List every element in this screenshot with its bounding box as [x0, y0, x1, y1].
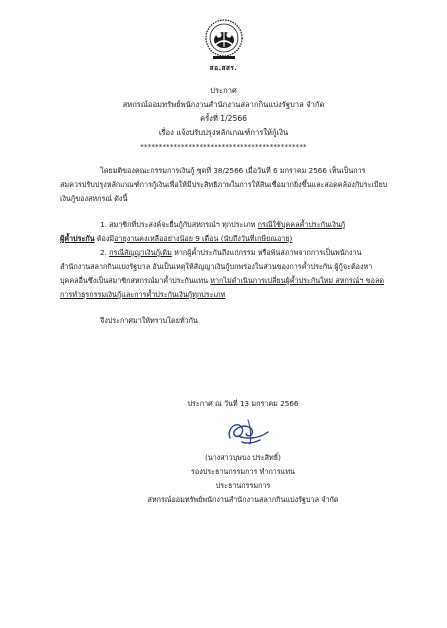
item-2-original-contract: กรณีสัญญาเงินกู้เดิม — [109, 248, 172, 257]
item-1-cont — [60, 232, 391, 246]
announcement-date: ประกาศ ณ วันที่ 13 มกราคม 2566 — [187, 399, 299, 408]
announcement-number: ครั้งที่ 1/2566 — [199, 114, 247, 123]
signature-block — [118, 397, 368, 507]
logo-text: สอ.สสร. — [209, 64, 238, 72]
signature — [118, 415, 368, 451]
item-2-num: 2. — [100, 248, 110, 257]
item-2-text: หากผู้ค้ำประกันถึงแก่กรรม หรือพ้นสภาพจากการเป็นพนักงาน — [171, 248, 362, 257]
item-1-guarantor: ผู้ค้ำประกัน — [60, 234, 95, 243]
closing-line: จึงประกาศมาให้ทราบโดยทั่วกัน — [100, 316, 198, 325]
signer-role-2: ประธานกรรมการ — [215, 481, 271, 490]
cooperative-emblem-icon — [201, 18, 247, 62]
item-2-line-4: การทำธุรกรรมเงินกู้และการค้ำประกันเงินกู้ทุกประเภท — [60, 290, 226, 299]
logo — [0, 18, 447, 73]
signer-name: (นางสาวบุษบง ประสิทธิ์) — [205, 453, 281, 462]
intro-line-2: สมควรปรับปรุงหลักเกณฑ์การกู้เงินเพื่อให้มีประสิทธิภาพในการให้สินเชื่อมากยิ่งขึ้นและสอดคล้องกับระเบียบ — [60, 180, 388, 189]
item-1-tenure: อายุงานคงเหลืออย่างน้อย 9 เดือน (นับถึงวันที่เกษียณอายุ) — [114, 234, 293, 243]
item-1-must: ต้องมี — [94, 234, 115, 243]
item-2-line-2: สำนักงานสลากกินแบ่งรัฐบาล อันเป็นเหตุให้สัญญาเงินกู้บกพร่องในส่วนของการค้ำประกัน ผู้กู้จะต้องหา — [60, 262, 373, 271]
item-2-replace: บุคคลอื่นซึ่งเป็นสมาชิกสหกรณ์มาค้ำประกันแทน — [60, 276, 211, 285]
intro-line-3: เงินกู้ของสหกรณ์ ดังนี้ — [60, 194, 128, 203]
item-2-line-3 — [60, 274, 391, 288]
intro-line-1: โดยมติของคณะกรรมการเงินกู้ ชุดที่ 38/2566 เมื่อวันที่ 6 มกราคม 2566 เห็นเป็นการ — [100, 166, 366, 175]
separator-stars: ********************************************* — [140, 143, 307, 151]
item-1-text: 1. สมาชิกที่ประสงค์จะยื่นกู้กับสหกรณ์ฯ ทุกประเภท — [100, 220, 258, 229]
signer-role-1: รองประธานกรรมการ ทำการแทน — [191, 467, 295, 476]
organization-name: สหกรณ์ออมทรัพย์พนักงานสำนักงานสลากกินแบ่งรัฐบาล จำกัด — [122, 100, 325, 109]
item-2 — [60, 246, 391, 260]
item-1 — [60, 218, 391, 232]
announcement-heading — [0, 84, 447, 154]
item-1-underlined: กรณีใช้บุคคลค้ำประกันเงินกู้ — [257, 220, 346, 229]
signer-organization: สหกรณ์ออมทรัพย์พนักงานสำนักงานสลากกินแบ่งรัฐบาล จำกัด — [147, 495, 339, 504]
announcement-title: ประกาศ — [210, 86, 237, 95]
announcement-body — [60, 164, 391, 328]
handwritten-signature-icon — [208, 416, 278, 450]
item-2-penalty: หากไม่ดำเนินการเปลี่ยนผู้ค้ำประกันใหม่ สหกรณ์ฯ ขอลด — [210, 276, 385, 285]
announcement-subject: เรื่อง แจ้งปรับปรุงหลักเกณฑ์การให้กู้เงิน — [158, 128, 289, 137]
